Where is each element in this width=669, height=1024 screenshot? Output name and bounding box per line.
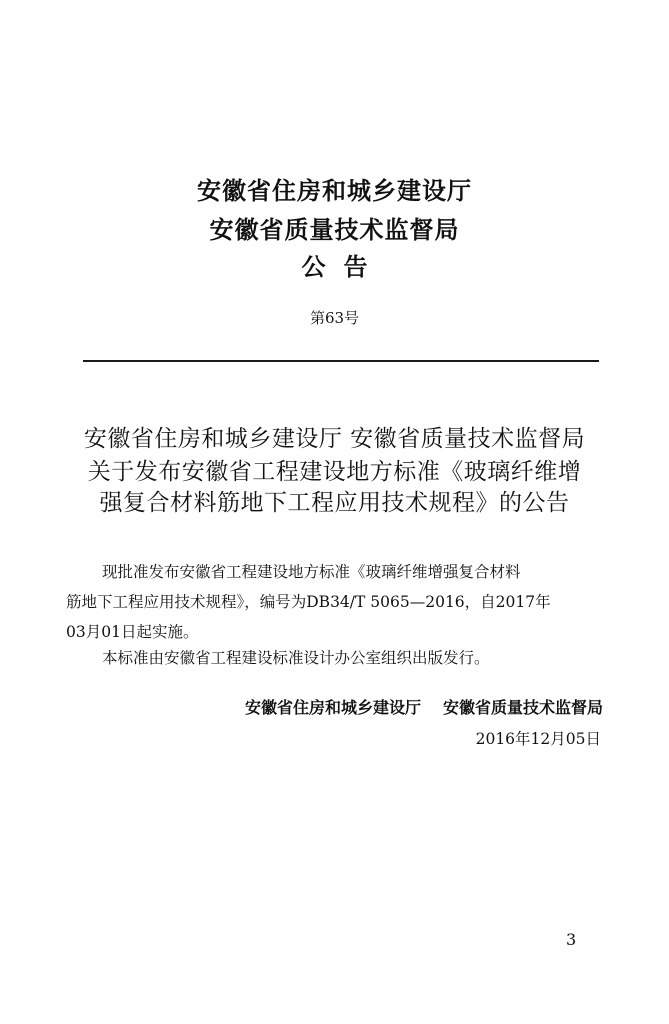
document-type: 公告 [301, 253, 386, 281]
signature-block [245, 696, 603, 720]
signature-issuer-housing-department: 安徽省住房和城乡建设厅 [244, 698, 421, 717]
signature-issuer-quality-bureau: 安徽省质量技术监督局 [442, 698, 603, 717]
header-divider [83, 360, 599, 362]
body-paragraph-1-line-3: 03月01日起实施。 [66, 623, 199, 641]
body-paragraph-1-line-2: 筋地下工程应用技术规程》，编号为DB34/T 5065—2016，自2017年 [66, 593, 551, 611]
document-number: 第63号 [309, 309, 360, 327]
body-paragraph-1-line-1: 现批准发布安徽省工程建设地方标准《玻璃纤维增强复合材料 [102, 563, 521, 581]
announcement-title-line-3: 强复合材料筋地下工程应用技术规程》的公告 [99, 490, 570, 516]
signature-date: 2016年12月05日 [475, 730, 601, 748]
header-issuer-housing-department: 安徽省住房和城乡建设厅 [197, 177, 472, 205]
announcement-title-line-2: 关于发布安徽省工程建设地方标准《玻璃纤维增 [87, 459, 582, 485]
header-issuer-quality-bureau: 安徽省质量技术监督局 [209, 216, 460, 244]
body-paragraph-2: 本标准由安徽省工程建设标准设计办公室组织出版发行。 [102, 649, 490, 667]
page-number: 3 [566, 930, 577, 949]
announcement-title-line-1: 安徽省住房和城乡建设厅 安徽省质量技术监督局 [83, 426, 586, 452]
